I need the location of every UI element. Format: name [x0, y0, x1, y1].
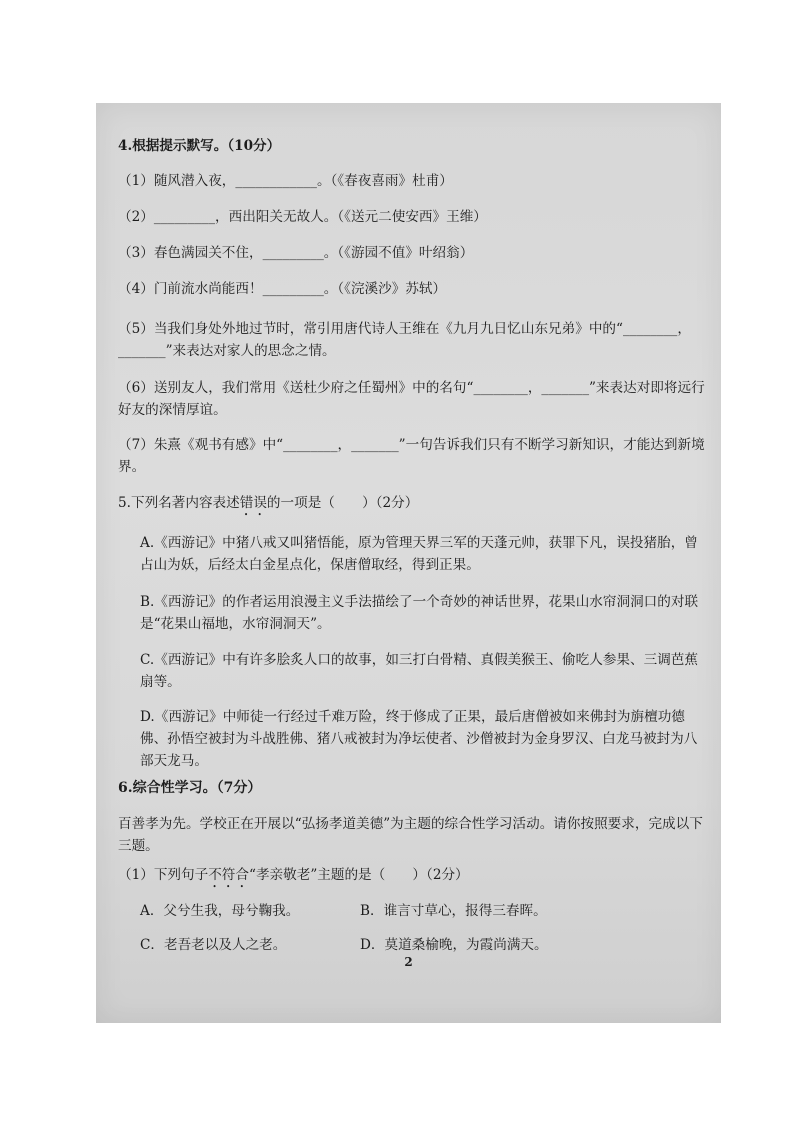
q5-option-c: C.《西游记》中有许多脍炙人口的故事，如三打白骨精、真假美猴王、偷吃人参果、三调芭蕉扇等。	[140, 652, 698, 690]
q5-title-suffix: 的一项是（ ）（2分）	[266, 495, 419, 511]
q6-title: 6.综合性学习。（7分）	[118, 780, 262, 796]
q4-item-2: （2）_________，西出阳关无故人。（《送元二使安西》王维）	[118, 209, 487, 225]
q4-item-1: （1）随风潜入夜，____________。（《春夜喜雨》杜甫）	[118, 173, 453, 189]
q6-option-b: B．谁言寸草心，报得三春晖。	[360, 903, 547, 919]
q5-title	[118, 492, 707, 519]
page-number: 2	[404, 955, 413, 969]
q6-sub1-prefix: （1）下列句子	[118, 867, 209, 883]
q4-item-7: （7）朱熹《观书有感》中“________，_______”一句告诉我们只有不断学习新知识，才能达到新境界。	[118, 437, 705, 475]
q5-option-d: D.《西游记》中师徒一行经过千难万险，终于修成了正果，最后唐僧被如来佛封为旃檀功德佛、孙悟空被封为斗战胜佛、猪八戒被封为净坛使者、沙僧被封为金身罗汉、白龙马被封为八部天龙马。	[140, 709, 698, 769]
exam-page	[96, 103, 721, 1023]
q4-item-4: （4）门前流水尚能西！_________。（《浣溪沙》苏轼）	[118, 281, 447, 297]
q5-option-a: A.《西游记》中猪八戒又叫猪悟能，原为管理天界三军的天蓬元帅，获罪下凡，误投猪胎，曾占山为妖，后经太白金星点化，保唐僧取经，得到正果。	[140, 535, 698, 573]
q4-item-6: （6）送别友人，我们常用《送杜少府之任蜀州》中的名句“________，_______”来表达对即将远行好友的深情厚谊。	[118, 380, 705, 418]
q5-title-emph: 错误	[239, 495, 267, 511]
q4-item-3: （3）春色满园关不住，_________。（《游园不值》叶绍翁）	[118, 245, 474, 261]
q5-option-b: B.《西游记》的作者运用浪漫主义手法描绘了一个奇妙的神话世界，花果山水帘洞洞口的对联是“花果山福地，水帘洞洞天”。	[140, 594, 699, 632]
q6-option-c: C．老吾老以及人之老。	[140, 937, 287, 953]
q4-item-5: （5）当我们身处外地过节时，常引用唐代诗人王维在《九月九日忆山东兄弟》中的“________，_______”来表达对家人的思念之情。	[118, 321, 691, 359]
q6-sub1-emph: 不符合	[208, 867, 249, 883]
q6-sub1-suffix: “孝亲敬老”主题的是（ ）（2分）	[249, 867, 469, 883]
q6-option-d: D．莫道桑榆晚，为霞尚满天。	[360, 937, 548, 953]
q4-title: 4.根据提示默写。（10分）	[118, 138, 281, 154]
q6-intro: 百善孝为先。学校正在开展以“弘扬孝道美德”为主题的综合性学习活动。请你按照要求，完成以下三题。	[118, 816, 703, 854]
q6-sub1	[118, 864, 707, 891]
q6-option-a: A．父兮生我，母兮鞠我。	[140, 903, 300, 919]
q5-title-prefix: 5.下列名著内容表述	[118, 495, 240, 511]
